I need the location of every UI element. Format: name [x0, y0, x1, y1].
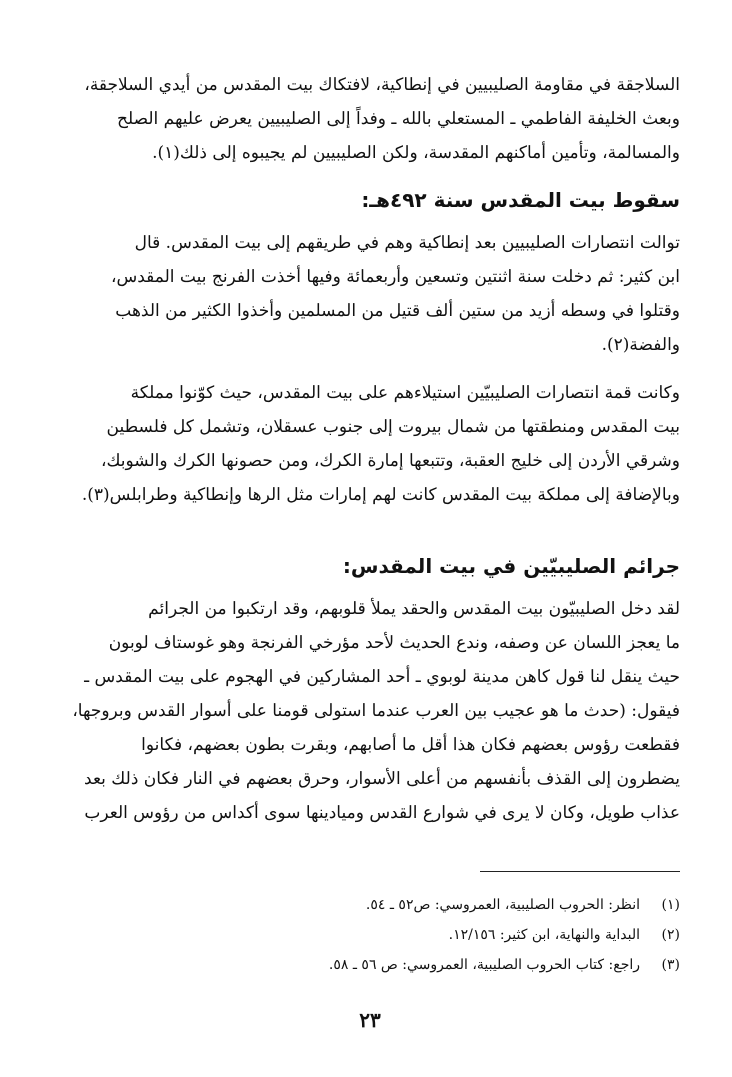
footnote-separator: [480, 871, 680, 872]
section-heading-crimes: جرائم الصليبيّين في بيت المقدس:: [342, 554, 680, 578]
footnotes: [60, 890, 680, 980]
footnote-item: [60, 950, 680, 980]
text-line: عذاب طويل، وكان لا يرى في شوارع القدس وميادينها سوى أكداس من رؤوس العرب: [84, 803, 680, 823]
text-line: والفضة(٢).: [601, 335, 680, 355]
footnote-text: البداية والنهاية، ابن كثير: ١٢/١٥٦.: [448, 927, 640, 943]
text-line: السلاجقة في مقاومة الصليبيين في إنطاكية، لافتكاك بيت المقدس من أيدي السلاجقة،: [84, 75, 680, 95]
text-line: بيت المقدس ومنطقتها من شمال بيروت إلى جنوب عسقلان، وتشمل كل فلسطين: [106, 417, 680, 437]
text-line: حيث ينقل لنا قول كاهن مدينة لوبوي ـ أحد المشاركين في الهجوم على بيت المقدس ـ: [84, 667, 680, 687]
footnote-number: (١): [661, 897, 680, 913]
footnote-number: (٢): [661, 927, 680, 943]
footnote-item: [60, 890, 680, 920]
paragraph-crimes: [60, 592, 680, 830]
footnote-text: راجع: كتاب الحروب الصليبية، العمروسي: ص ٥٦ ـ ٥٨.: [328, 957, 640, 973]
text-line: لقد دخل الصليبيّون بيت المقدس والحقد يملأ قلوبهم، وقد ارتكبوا من الجرائم: [148, 599, 680, 619]
text-line: وبالإضافة إلى مملكة بيت المقدس كانت لهم إمارات مثل الرها وإنطاكية وطرابلس(٣).: [81, 485, 680, 505]
text-line: فقطعت رؤوس بعضهم فكان هذا أقل ما أصابهم، وبقرت بطون بعضهم، فكانوا: [141, 735, 680, 755]
page-body: [60, 68, 680, 1032]
text-line: ما يعجز اللسان عن وصفه، وندع الحديث لأحد مؤرخي الفرنجة وهو غوستاف لوبون: [108, 633, 680, 653]
paragraph-kingdom: [60, 376, 680, 512]
text-line: والمسالمة، وتأمين أماكنهم المقدسة، ولكن الصليبيين لم يجيبوه إلى ذلك(١).: [152, 143, 680, 163]
text-line: يضطرون إلى القذف بأنفسهم من أعلى الأسوار، وحرق بعضهم في النار فكان ذلك بعد: [84, 769, 680, 789]
text-line: فيقول: (حدث ما هو عجيب بين العرب عندما استولى قومنا على أسوار القدس وبروجها،: [72, 701, 680, 721]
footnote-text: انظر: الحروب الصليبية، العمروسي: ص٥٢ ـ ٥٤.: [365, 897, 640, 913]
section-heading-fall: سقوط بيت المقدس سنة ٤٩٢هـ:: [361, 188, 680, 212]
text-line: وشرقي الأردن إلى خليج العقبة، وتتبعها إمارة الكرك، ومن حصونها الكرك والشوبك،: [100, 451, 680, 471]
text-line: وكانت قمة انتصارات الصليبيّين استيلاءهم على بيت المقدس، حيث كوّنوا مملكة: [130, 383, 680, 403]
text-line: توالت انتصارات الصليبيين بعد إنطاكية وهم في طريقهم إلى بيت المقدس. قال: [134, 233, 680, 253]
footnote-number: (٣): [661, 957, 680, 973]
text-line: وبعث الخليفة الفاطمي ـ المستعلي بالله ـ وفداً إلى الصليبيين يعرض عليهم الصلح: [116, 109, 680, 129]
page-number: ٢٣: [359, 1008, 381, 1032]
text-line: وقتلوا في وسطه أزيد من ستين ألف قتيل من المسلمين وأخذوا الكثير من الذهب: [115, 301, 680, 321]
paragraph-victories: [60, 226, 680, 362]
paragraph-intro: [60, 68, 680, 170]
footnote-item: [60, 920, 680, 950]
text-line: ابن كثير: ثم دخلت سنة اثنتين وتسعين وأربعمائة وفيها أخذت الفرنج بيت المقدس،: [110, 267, 680, 287]
